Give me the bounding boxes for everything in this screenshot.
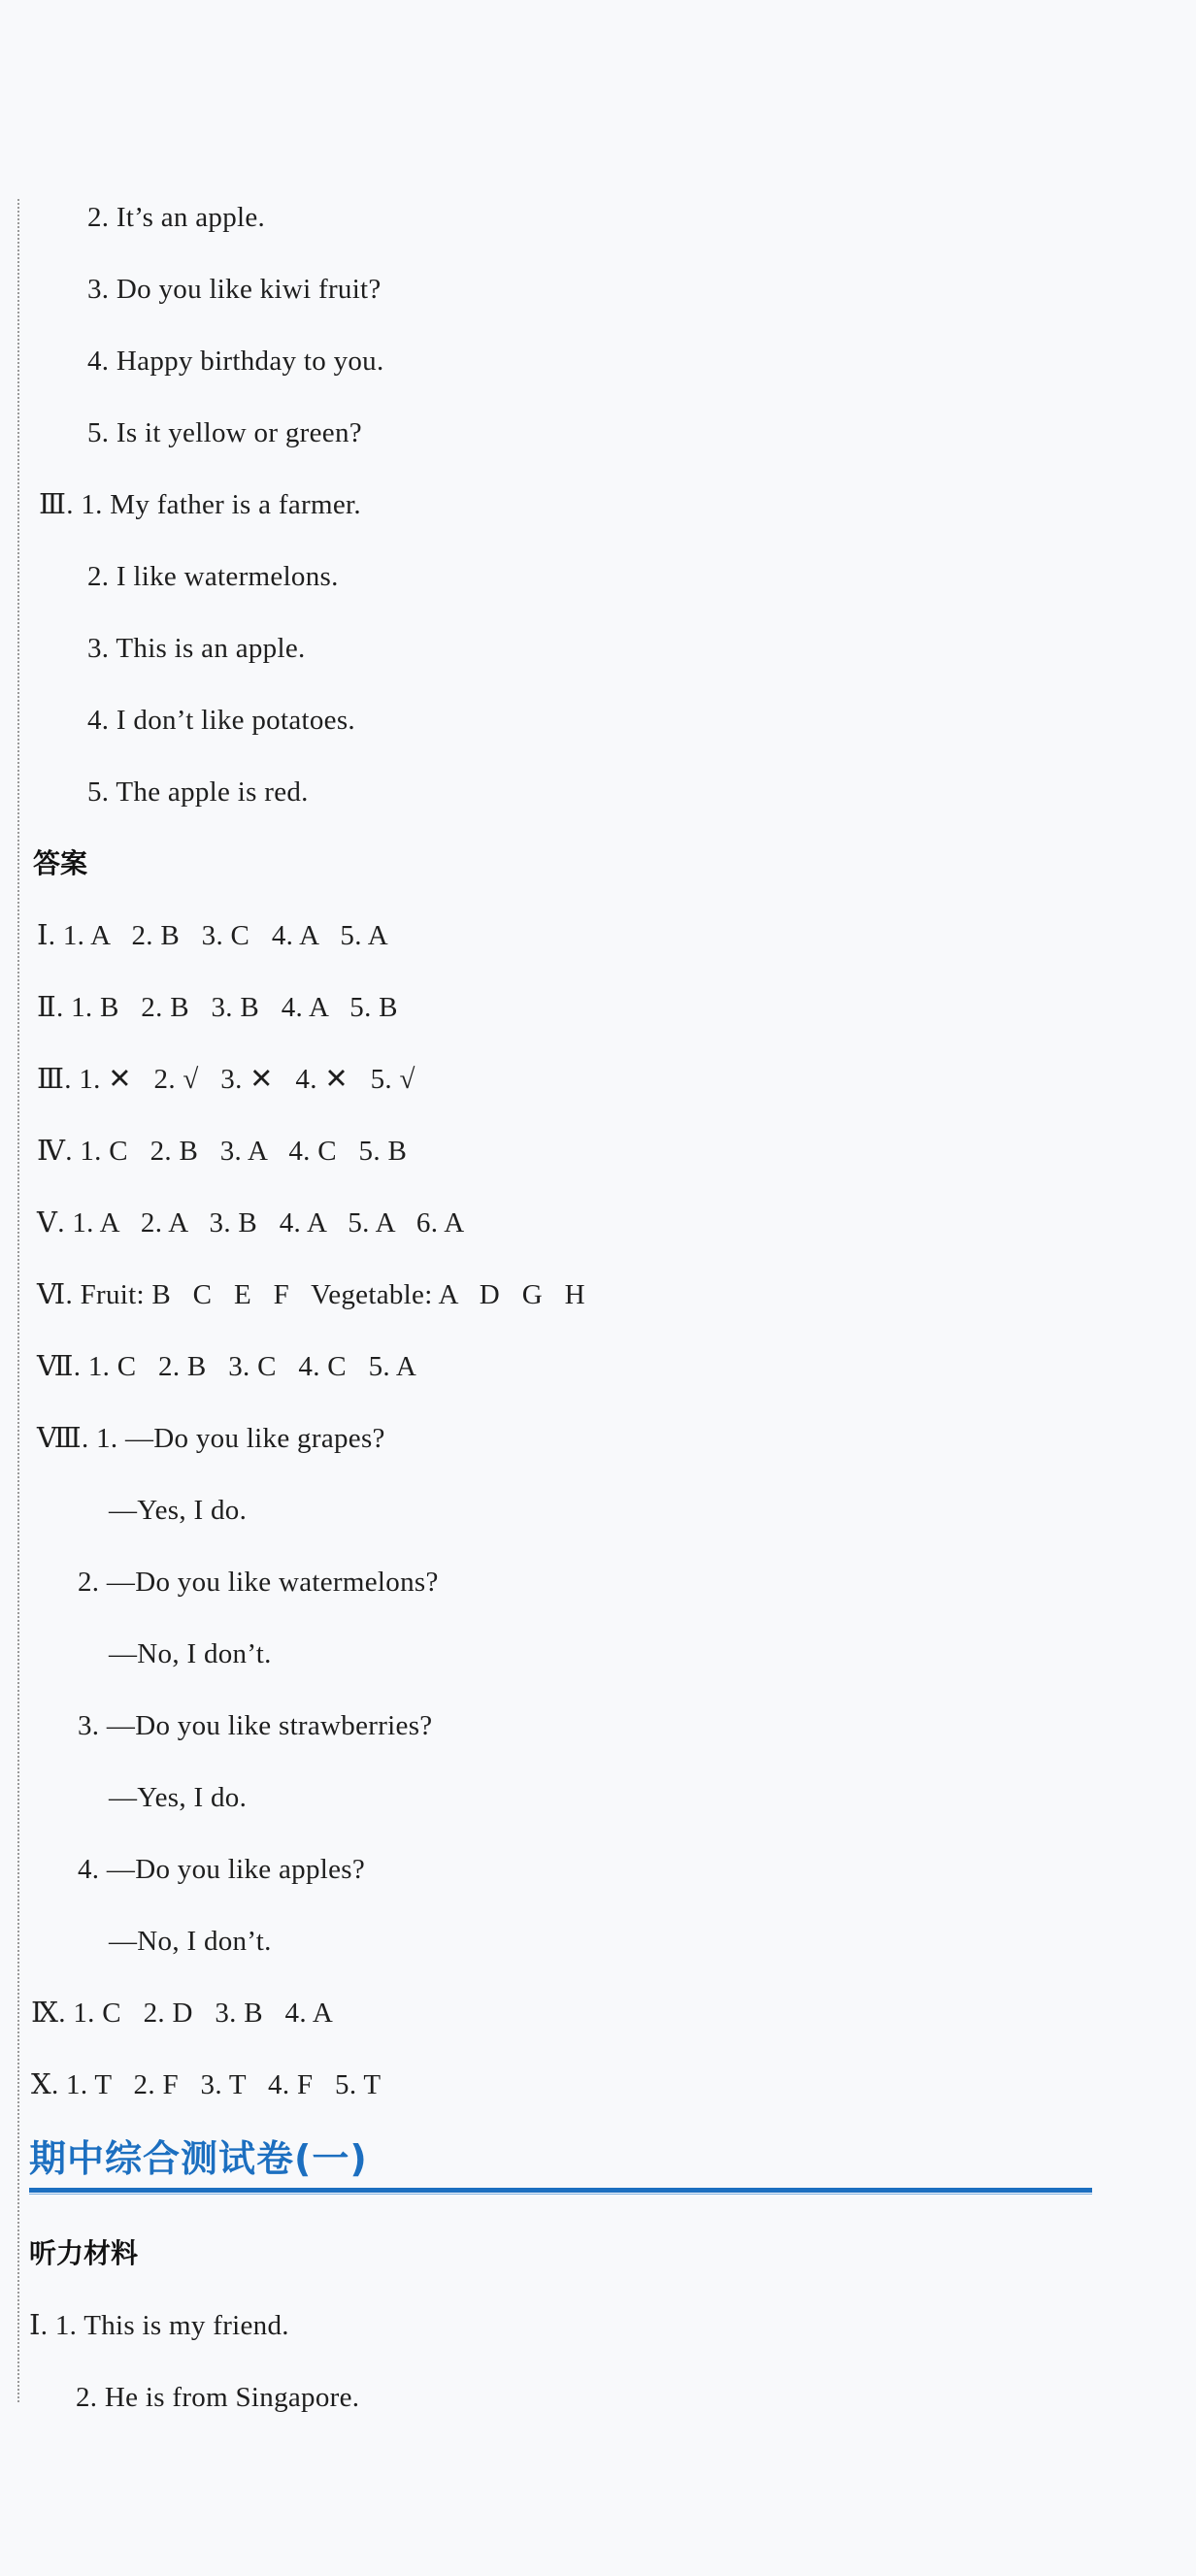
text-line: 3. Do you like kiwi fruit? — [87, 274, 382, 305]
margin-dotted-rule — [17, 199, 19, 2402]
answer-line: 4. —Do you like apples? — [78, 1854, 366, 1885]
text-line: 2. I like watermelons. — [87, 561, 339, 592]
section-title-rule — [29, 2188, 1092, 2193]
section-title-rule-thin — [29, 2194, 1092, 2195]
listening-heading: 听力材料 — [29, 2237, 139, 2269]
answer-line: Ⅲ. 1. ✕ 2. √ 3. ✕ 4. ✕ 5. √ — [37, 1064, 415, 1095]
text-line: 4. I don’t like potatoes. — [87, 705, 355, 736]
answer-line: 2. —Do you like watermelons? — [78, 1567, 439, 1598]
answer-line: —Yes, I do. — [109, 1782, 248, 1813]
text-line: 5. The apple is red. — [87, 776, 309, 808]
answers-heading: 答案 — [33, 847, 88, 879]
answer-line: —No, I don’t. — [109, 1638, 272, 1669]
text-line: 2. It’s an apple. — [87, 202, 266, 233]
answer-line: Ⅴ. 1. A 2. A 3. B 4. A 5. A 6. A — [37, 1207, 465, 1238]
section-title: 期中综合测试卷(一) — [29, 2137, 368, 2180]
answer-line: Ⅸ. 1. C 2. D 3. B 4. A — [31, 1998, 334, 2029]
answer-line: Ⅱ. 1. B 2. B 3. B 4. A 5. B — [37, 992, 398, 1023]
answer-line: 3. —Do you like strawberries? — [78, 1710, 433, 1741]
answer-line: Ⅷ. 1. —Do you like grapes? — [37, 1423, 385, 1454]
answer-line: —Yes, I do. — [109, 1495, 248, 1526]
text-line: 3. This is an apple. — [87, 633, 306, 664]
listening-line: Ⅰ. 1. This is my friend. — [29, 2310, 289, 2341]
answer-line: Ⅶ. 1. C 2. B 3. C 4. C 5. A — [37, 1351, 417, 1382]
answer-line: Ⅹ. 1. T 2. F 3. T 4. F 5. T — [31, 2069, 382, 2100]
answer-line: Ⅰ. 1. A 2. B 3. C 4. A 5. A — [37, 920, 388, 951]
text-line: Ⅲ. 1. My father is a farmer. — [39, 489, 361, 520]
listening-line: 2. He is from Singapore. — [76, 2382, 360, 2413]
text-line: 4. Happy birthday to you. — [87, 346, 384, 377]
answer-line: —No, I don’t. — [109, 1926, 272, 1957]
text-line: 5. Is it yellow or green? — [87, 417, 362, 448]
answer-line: Ⅵ. Fruit: B C E F Vegetable: A D G H — [37, 1279, 585, 1310]
answer-line: Ⅳ. 1. C 2. B 3. A 4. C 5. B — [37, 1136, 408, 1167]
